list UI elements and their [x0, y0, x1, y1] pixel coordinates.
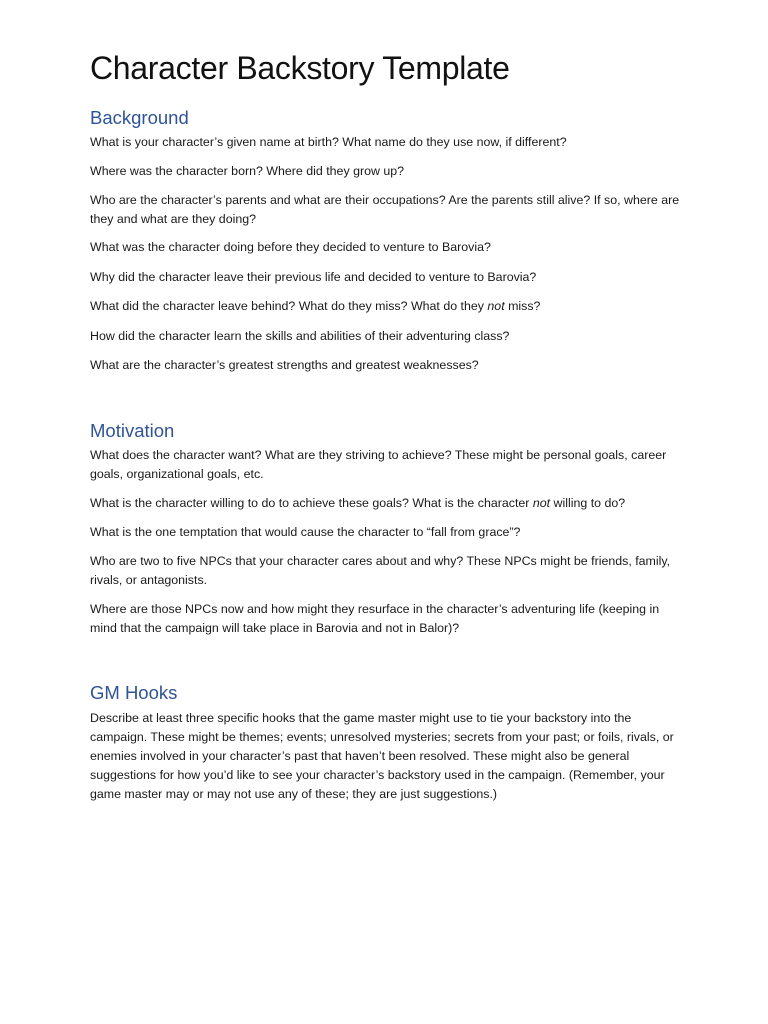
- background-question-skills: How did the character learn the skills and abilities of their adventuring class?: [90, 329, 510, 343]
- motivation-question-npcs: Who are two to five NPCs that your character cares about and why? These NPCs might be friends, family, rivals, or antagonists.: [90, 554, 671, 587]
- background-question-strengths: What are the character’s greatest strengths and greatest weaknesses?: [90, 358, 479, 372]
- background-question-birthplace: Where was the character born? Where did they grow up?: [90, 164, 405, 178]
- background-question-why-leave: Why did the character leave their previous life and decided to venture to Barovia?: [90, 270, 537, 284]
- section-heading-motivation: Motivation: [90, 420, 175, 441]
- gm-hooks-description: Describe at least three specific hooks that the game master might use to tie your backstory into the campaign. These might be themes; events; unresolved mysteries; secrets from your past; or foils, rivals, or enemies involved in your character’s past that haven’t been resolved. These might also be general suggestions for how you’d like to see your character’s backstory used in the campaign. (Remember, your game master may or may not use any of these; they are just suggestions.): [90, 711, 674, 801]
- background-question-name: What is your character’s given name at birth? What name do they use now, if different?: [90, 135, 567, 149]
- section-heading-background: Background: [90, 107, 189, 128]
- background-question-parents: Who are the character’s parents and what are their occupations? Are the parents still alive? If so, where are they and what are they doing?: [90, 193, 680, 226]
- background-question-left-behind: [90, 297, 682, 316]
- emphasis-text: not: [487, 299, 505, 313]
- section-heading-gm-hooks: GM Hooks: [90, 682, 178, 703]
- text-run: willing to do?: [550, 496, 626, 510]
- emphasis-text: not: [532, 496, 551, 510]
- motivation-question-npcs-now: Where are those NPCs now and how might they resurface in the character’s adventuring life (keeping in mind that the campaign will take place in Barovia and not in Balor)?: [90, 602, 660, 635]
- motivation-question-willing: [90, 494, 682, 513]
- motivation-question-temptation: What is the one temptation that would cause the character to “fall from grace”?: [90, 525, 521, 539]
- text-run: miss?: [504, 299, 541, 313]
- text-run: What did the character leave behind? What do they miss? What do they: [90, 299, 488, 313]
- text-run: What is the character willing to do to achieve these goals? What is the character: [90, 496, 533, 510]
- document-title: Character Backstory Template: [90, 50, 510, 86]
- background-question-before: What was the character doing before they decided to venture to Barovia?: [90, 240, 491, 254]
- motivation-question-wants: What does the character want? What are they striving to achieve? These might be personal goals, career goals, organizational goals, etc.: [90, 448, 667, 481]
